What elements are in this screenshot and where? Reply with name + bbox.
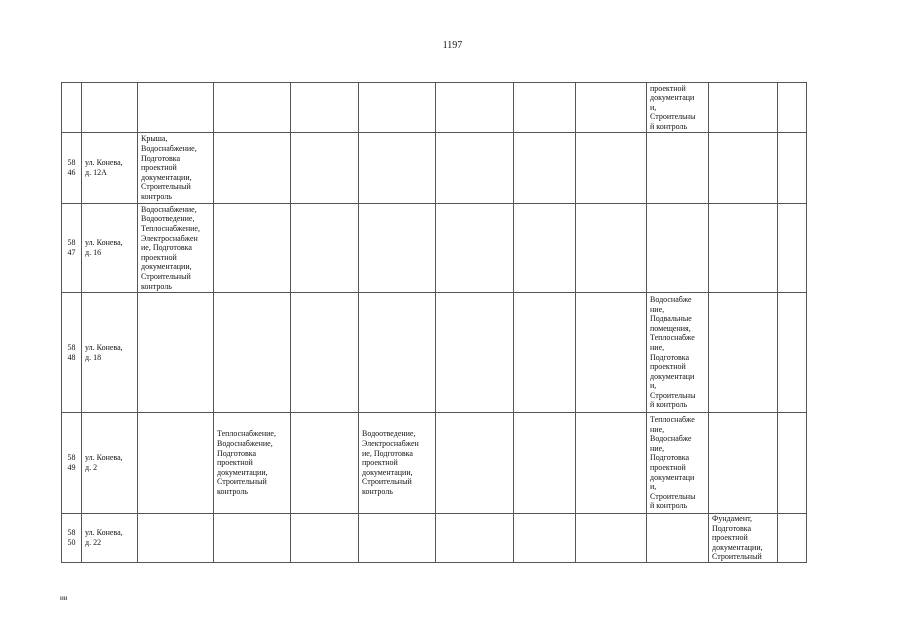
work-types-cell: Теплоснабже ние, Водоснабже ние, Подготовка проектной документаци и, Строительны й контроль [647, 413, 709, 514]
work-types-cell [138, 514, 214, 563]
table-cell [514, 413, 576, 514]
table-cell [778, 204, 807, 293]
work-types-cell [138, 293, 214, 413]
table-cell [778, 293, 807, 413]
table-cell [576, 514, 647, 563]
table-cell [436, 204, 514, 293]
table-cell [214, 293, 291, 413]
table-cell [291, 514, 359, 563]
table-row [62, 204, 807, 293]
table-cell [291, 293, 359, 413]
table-cell [436, 133, 514, 204]
table-cell [291, 83, 359, 133]
table-cell [709, 293, 778, 413]
row-number: 58 46 [62, 133, 82, 204]
table-cell [647, 514, 709, 563]
table-cell [359, 83, 436, 133]
work-types-cell: Водоотведение, Электроснабжен ие, Подготовка проектной документации, Строительный контроль [359, 413, 436, 514]
work-types-cell: Водоснабжение, Водоотведение, Теплоснабжение, Электроснабжен ие, Подготовка проектной документации, Строительный контроль [138, 204, 214, 293]
table-cell [647, 133, 709, 204]
table-cell [359, 204, 436, 293]
table-cell [359, 514, 436, 563]
table-cell [436, 293, 514, 413]
table-row [62, 133, 807, 204]
table-cell [576, 413, 647, 514]
table-row [62, 413, 807, 514]
table-cell [62, 83, 82, 133]
work-types-cell [138, 413, 214, 514]
table-cell [709, 83, 778, 133]
table-cell [514, 293, 576, 413]
work-types-cell: Фундамент, Подготовка проектной документации, Строительный [709, 514, 778, 563]
table-cell [436, 83, 514, 133]
table-cell [709, 413, 778, 514]
table-cell [291, 204, 359, 293]
table-cell [778, 83, 807, 133]
address-cell: ул. Конева, д. 22 [82, 514, 138, 563]
page-number: 1197 [442, 40, 463, 51]
work-types-cell: Водоснабже ние, Подвальные помещения, Теплоснабже ние, Подготовка проектной документаци и, Строительны й контроль [647, 293, 709, 413]
table-row [62, 83, 807, 133]
table-cell [514, 83, 576, 133]
table-cell [514, 514, 576, 563]
table-cell [214, 83, 291, 133]
table-row [62, 293, 807, 413]
table-cell [359, 293, 436, 413]
table-cell [214, 514, 291, 563]
work-types-cell: Теплоснабжение, Водоснабжение, Подготовка проектной документации, Строительный контроль [214, 413, 291, 514]
table-cell [778, 413, 807, 514]
table-cell [514, 133, 576, 204]
repair-schedule-table [61, 82, 807, 563]
address-cell: ул. Конева, д. 18 [82, 293, 138, 413]
table-cell [514, 204, 576, 293]
table-cell [214, 204, 291, 293]
row-number: 58 50 [62, 514, 82, 563]
row-number: 58 48 [62, 293, 82, 413]
row-number: 58 49 [62, 413, 82, 514]
address-cell: ул. Конева, д. 12А [82, 133, 138, 204]
table-cell [778, 133, 807, 204]
table-cell [291, 413, 359, 514]
table-cell: проектной документаци и, Строительны й контроль [647, 83, 709, 133]
table-cell [214, 133, 291, 204]
table-cell [291, 133, 359, 204]
table-cell [709, 133, 778, 204]
table-row [62, 514, 807, 563]
table-cell [359, 133, 436, 204]
table-cell [576, 133, 647, 204]
work-types-cell: Крыша, Водоснабжение, Подготовка проектной документации, Строительный контроль [138, 133, 214, 204]
address-cell: ул. Конева, д. 16 [82, 204, 138, 293]
row-number: 58 47 [62, 204, 82, 293]
table-cell [576, 83, 647, 133]
table-cell [709, 204, 778, 293]
table-cell [778, 514, 807, 563]
table-cell [576, 204, 647, 293]
table-cell [436, 514, 514, 563]
footer-mark: ии [60, 594, 68, 602]
table-cell [82, 83, 138, 133]
table-cell [576, 293, 647, 413]
address-cell: ул. Конева, д. 2 [82, 413, 138, 514]
table-cell [647, 204, 709, 293]
table-cell [436, 413, 514, 514]
table-cell [138, 83, 214, 133]
